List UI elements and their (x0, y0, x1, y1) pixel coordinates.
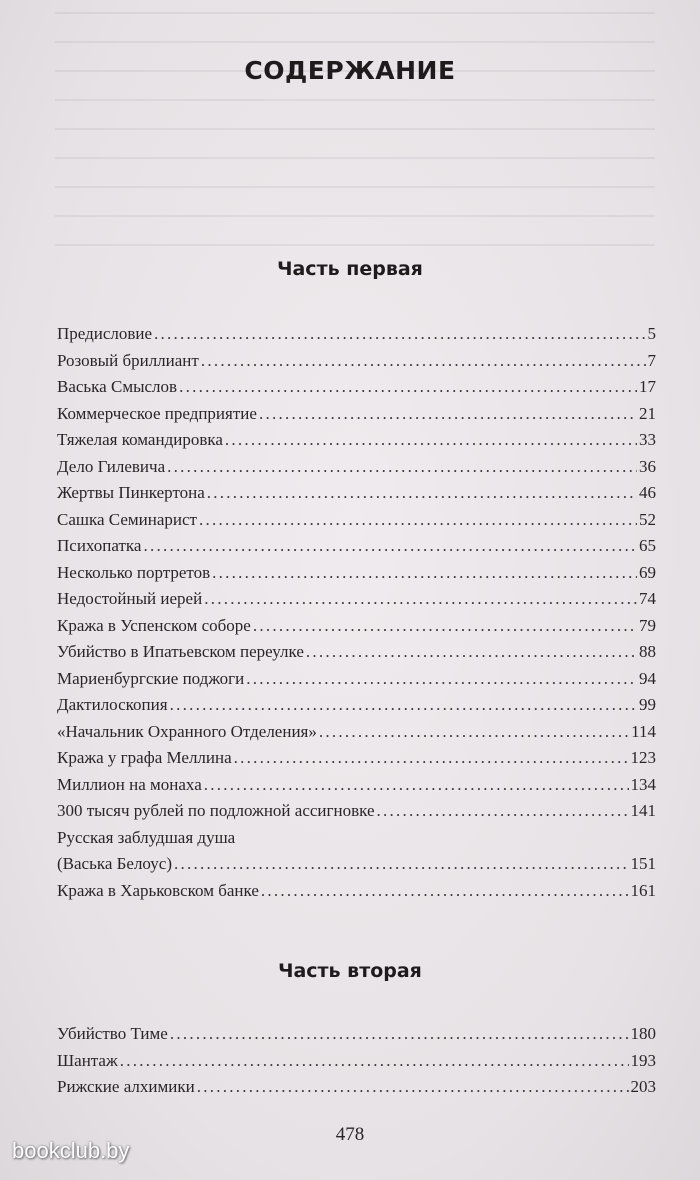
toc-entry-page: 36 (639, 456, 656, 476)
toc-entry-title: Тяжелая командировка (57, 430, 223, 449)
toc-entry (57, 374, 656, 401)
toc-entry-page: 17 (639, 377, 656, 396)
toc-entry-title: Психопатка (57, 536, 142, 555)
toc-entry-title: Предисловие (57, 324, 153, 343)
toc-entry (57, 878, 656, 905)
dot-leader (212, 560, 637, 587)
toc-entry-page: 33 (639, 430, 656, 449)
toc-entry (57, 745, 656, 772)
toc-entry-title: Кража в Успенском соборе (57, 615, 251, 635)
toc-entry-title: Васька Смыслов (57, 377, 178, 396)
toc-entry (57, 507, 656, 534)
toc-entry (57, 586, 656, 613)
dot-leader (197, 1074, 629, 1101)
toc-entry-page: 180 (630, 1024, 656, 1043)
dot-leader (246, 666, 637, 693)
toc-entry-title: Русская заблудшая душа (57, 827, 236, 847)
show-through-text (55, 12, 655, 262)
dot-leader (253, 613, 637, 640)
toc-entry-title: Кража в Харьковском банке (57, 880, 259, 900)
toc-entry (57, 560, 656, 587)
toc-entry-page: 21 (639, 403, 656, 423)
toc-entry-title: Коммерческое предприятие (57, 403, 257, 423)
toc-entry-title: Мариенбургские поджоги (57, 668, 245, 688)
toc-entry (57, 719, 656, 746)
dot-leader (170, 692, 637, 719)
toc-entry (57, 321, 656, 348)
part-two-heading: Часть вторая (278, 960, 422, 982)
toc-entry-title: Дело Гилевича (57, 456, 166, 476)
toc-entry-page: 52 (639, 509, 656, 529)
toc-entry-page: 88 (639, 642, 656, 661)
toc-entry-title-continued: (Васька Белоус) (57, 854, 172, 873)
toc-entry-page: 151 (630, 854, 656, 873)
dot-leader (306, 639, 637, 666)
toc-entry (57, 772, 656, 799)
dot-leader (207, 480, 637, 507)
toc-entry-page: 79 (639, 615, 656, 635)
toc-entry (57, 454, 656, 481)
dot-leader (143, 533, 637, 560)
toc-entry (57, 639, 656, 666)
dot-leader (174, 851, 629, 878)
dot-leader (154, 321, 645, 348)
dot-leader (319, 719, 629, 746)
toc-entry-title: «Начальник Охранного Отделения» (57, 721, 317, 741)
dot-leader (234, 745, 629, 772)
toc-entry (57, 348, 656, 375)
toc-entry-page: 5 (647, 324, 656, 343)
toc-entry-line-2 (57, 851, 656, 878)
watermark: bookclub.by (12, 1138, 130, 1163)
dot-leader (261, 878, 629, 905)
toc-entry-page: 65 (639, 536, 656, 555)
toc-part-one (57, 321, 656, 904)
toc-entry-page: 123 (630, 748, 656, 767)
toc-entry-title: Сашка Семинарист (57, 509, 197, 529)
toc-entry (57, 401, 656, 428)
toc-entry-page: 161 (630, 880, 656, 900)
toc-entry-page: 46 (639, 483, 656, 502)
toc-entry (57, 480, 656, 507)
toc-entry-page: 94 (639, 668, 656, 688)
toc-entry (57, 666, 656, 693)
toc-entry-title: Кража у графа Меллина (57, 748, 232, 767)
toc-entry-title: Убийство Тиме (57, 1024, 168, 1043)
toc-entry-page: 114 (631, 721, 656, 741)
toc-entry-title: Дактилоскопия (57, 695, 168, 714)
toc-entry (57, 1021, 656, 1048)
toc-entry-title: Рижские алхимики (57, 1077, 195, 1096)
toc-entry-page: 193 (630, 1050, 656, 1070)
toc-entry-title: Миллион на монаха (57, 774, 202, 794)
toc-entry-title: Розовый бриллиант (57, 350, 199, 370)
toc-entry-line-1 (57, 825, 656, 852)
dot-leader (377, 798, 629, 825)
toc-entry-page: 141 (630, 801, 656, 820)
dot-leader (179, 374, 637, 401)
toc-entry-title: Жертвы Пинкертона (57, 483, 205, 502)
toc-entry-title: Несколько портретов (57, 562, 211, 582)
page-title: СОДЕРЖАНИЕ (244, 56, 456, 85)
toc-entry (57, 692, 656, 719)
toc-entry (57, 1048, 656, 1075)
toc-entry (57, 533, 656, 560)
dot-leader (120, 1048, 629, 1075)
toc-entry-page: 203 (630, 1077, 656, 1096)
toc-entry-page: 74 (639, 589, 656, 608)
toc-entry-title: Шантаж (57, 1050, 118, 1070)
page-number: 478 (335, 1124, 365, 1145)
dot-leader (204, 586, 637, 613)
toc-entry (57, 613, 656, 640)
dot-leader (199, 507, 637, 534)
toc-entry-page: 99 (639, 695, 656, 714)
toc-entry (57, 1074, 656, 1101)
toc-entry-page: 134 (630, 774, 656, 794)
part-one-heading: Часть первая (277, 258, 423, 280)
toc-entry-title: Убийство в Ипатьевском переулке (57, 642, 304, 661)
toc-part-two (57, 1021, 656, 1101)
dot-leader (201, 348, 646, 375)
toc-entry-title: Недостойный иерей (57, 589, 203, 608)
dot-leader (167, 454, 637, 481)
dot-leader (170, 1021, 629, 1048)
toc-entry-title: 300 тысяч рублей по подложной ассигновке (57, 801, 375, 820)
toc-entry-page: 69 (639, 562, 656, 582)
dot-leader (259, 401, 637, 428)
dot-leader (225, 427, 637, 454)
toc-entry-page: 7 (647, 350, 656, 370)
dot-leader (204, 772, 629, 799)
toc-entry (57, 798, 656, 825)
toc-entry (57, 427, 656, 454)
